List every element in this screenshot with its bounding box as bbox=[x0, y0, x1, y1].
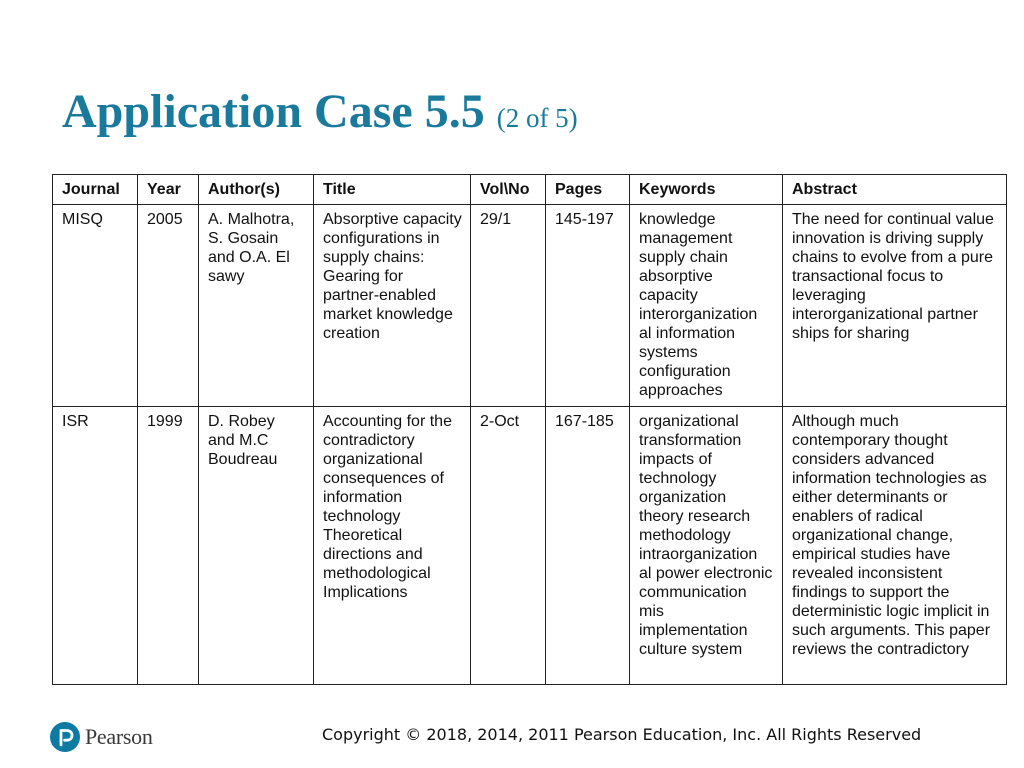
cell-year: 2005 bbox=[138, 205, 199, 407]
cell-abstract: Although much contemporary thought considers advanced information technologies as either determinants or enablers of radical organizational change, empirical studies have revealed inconsistent findings to support the deterministic logic implicit in such arguments. This paper reviews the contradictory bbox=[783, 407, 1007, 685]
cell-authors: A. Malhotra, S. Gosain and O.A. El sawy bbox=[199, 205, 314, 407]
cell-keywords: knowledge management supply chain absorptive capacity interorganization al information systems configuration approaches bbox=[630, 205, 783, 407]
cell-pages: 167-185 bbox=[546, 407, 630, 685]
header-journal: Journal bbox=[53, 175, 138, 205]
cell-title: Absorptive capacity configurations in supply chains: Gearing for partner-enabled market knowledge creation bbox=[314, 205, 471, 407]
cell-journal: MISQ bbox=[53, 205, 138, 407]
pearson-logo bbox=[50, 721, 153, 753]
header-authors: Author(s) bbox=[199, 175, 314, 205]
header-title: Title bbox=[314, 175, 471, 205]
pearson-p-icon bbox=[50, 722, 80, 752]
slide-subtitle: (2 of 5) bbox=[496, 103, 578, 133]
cell-pages: 145-197 bbox=[546, 205, 630, 407]
cell-journal: ISR bbox=[53, 407, 138, 685]
cell-vol-no: 29/1 bbox=[471, 205, 546, 407]
references-table bbox=[52, 174, 1007, 685]
cell-title: Accounting for the contradictory organizational consequences of information technology Theoretical directions and methodological Implications bbox=[314, 407, 471, 685]
pearson-wordmark: Pearson bbox=[85, 724, 153, 749]
cell-vol-no: 2-Oct bbox=[471, 407, 546, 685]
header-year: Year bbox=[138, 175, 199, 205]
cell-authors: D. Robey and M.C Boudreau bbox=[199, 407, 314, 685]
table-header-row bbox=[53, 175, 1007, 205]
header-keywords: Keywords bbox=[630, 175, 783, 205]
cell-abstract: The need for continual value innovation is driving supply chains to evolve from a pure transactional focus to leveraging interorganizational partner ships for sharing bbox=[783, 205, 1007, 407]
header-pages: Pages bbox=[546, 175, 630, 205]
cell-keywords: organizational transformation impacts of technology organization theory research methodology intraorganization al power electronic communication mis implementation culture system bbox=[630, 407, 783, 685]
copyright-notice: Copyright © 2018, 2014, 2011 Pearson Education, Inc. All Rights Reserved bbox=[322, 725, 922, 744]
slide-title-main: Application Case 5.5 bbox=[62, 85, 485, 138]
header-abstract: Abstract bbox=[783, 175, 1007, 205]
table-row bbox=[53, 205, 1007, 407]
table-row bbox=[53, 407, 1007, 685]
slide-title bbox=[62, 84, 578, 146]
header-vol-no: Vol\No bbox=[471, 175, 546, 205]
cell-year: 1999 bbox=[138, 407, 199, 685]
